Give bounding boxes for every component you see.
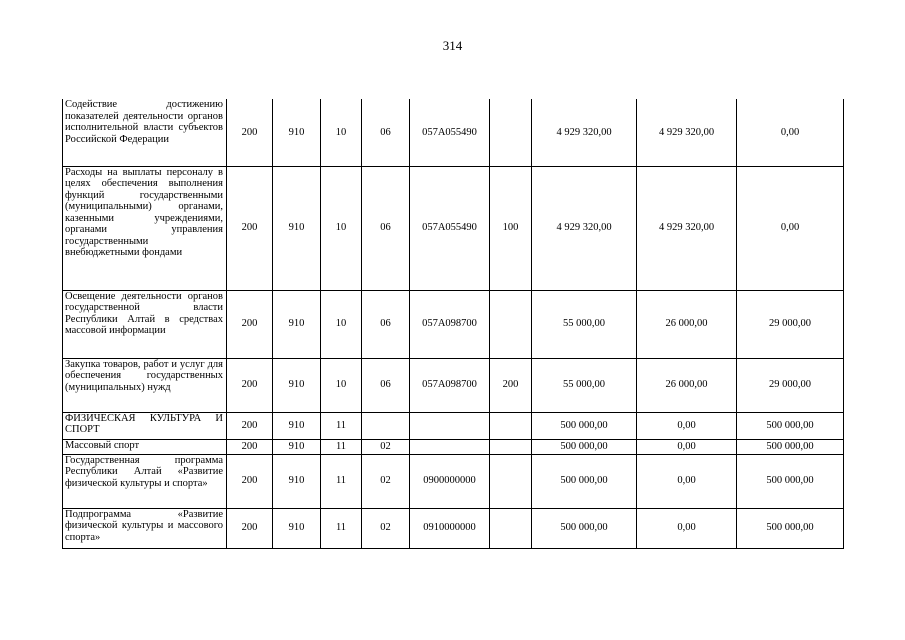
cell-sum-1: 4 929 320,00 [532, 166, 637, 290]
row-name: Массовый спорт [63, 439, 227, 454]
cell-sum-1: 500 000,00 [532, 412, 637, 439]
cell-ved: 200 [227, 358, 273, 412]
cell-pr: 02 [362, 439, 410, 454]
cell-rz: 11 [321, 454, 362, 508]
cell-csr: 057A098700 [410, 290, 490, 358]
cell-ved: 200 [227, 99, 273, 166]
cell-rz: 11 [321, 439, 362, 454]
row-name: Расходы на выплаты персоналу в целях обеспечения выполнения функций государственными (муниципальными) органами, казенными учреждениями, органами управления государственными внебюджетными фондами [63, 166, 227, 290]
cell-sum-2: 26 000,00 [637, 358, 737, 412]
table-row [63, 508, 844, 548]
row-name: Закупка товаров, работ и услуг для обеспечения государственных (муниципальных) нужд [63, 358, 227, 412]
cell-csr: 057A055490 [410, 99, 490, 166]
cell-pr: 06 [362, 166, 410, 290]
cell-rz: 10 [321, 99, 362, 166]
cell-sum-3: 0,00 [737, 166, 844, 290]
table-row [63, 412, 844, 439]
cell-pr: 06 [362, 358, 410, 412]
cell-ved: 200 [227, 454, 273, 508]
table-row [63, 439, 844, 454]
cell-grbs: 910 [273, 508, 321, 548]
cell-grbs: 910 [273, 358, 321, 412]
cell-csr [410, 439, 490, 454]
cell-sum-1: 55 000,00 [532, 290, 637, 358]
table-row [63, 454, 844, 508]
cell-pr: 02 [362, 454, 410, 508]
row-name: Освещение деятельности органов государственной власти Республики Алтай в средствах массовой информации [63, 290, 227, 358]
budget-table [62, 99, 844, 549]
row-name: Подпрограмма «Развитие физической культуры и массового спорта» [63, 508, 227, 548]
row-name: Государственная программа Республики Алтай «Развитие физической культуры и спорта» [63, 454, 227, 508]
cell-vr: 200 [490, 358, 532, 412]
table-row [63, 166, 844, 290]
cell-sum-3: 500 000,00 [737, 454, 844, 508]
cell-grbs: 910 [273, 290, 321, 358]
cell-grbs: 910 [273, 166, 321, 290]
cell-pr: 02 [362, 508, 410, 548]
cell-rz: 11 [321, 508, 362, 548]
cell-pr: 06 [362, 290, 410, 358]
cell-csr: 0910000000 [410, 508, 490, 548]
cell-vr: 100 [490, 166, 532, 290]
cell-sum-1: 500 000,00 [532, 439, 637, 454]
cell-grbs: 910 [273, 439, 321, 454]
cell-ved: 200 [227, 290, 273, 358]
cell-vr [490, 99, 532, 166]
cell-vr [490, 454, 532, 508]
cell-csr: 057A098700 [410, 358, 490, 412]
table-row [63, 99, 844, 166]
cell-sum-3: 500 000,00 [737, 439, 844, 454]
cell-sum-1: 4 929 320,00 [532, 99, 637, 166]
cell-pr [362, 412, 410, 439]
cell-sum-1: 500 000,00 [532, 454, 637, 508]
row-name: Содействие достижению показателей деятельности органов исполнительной власти субъектов Российской Федерации [63, 99, 227, 166]
cell-sum-3: 500 000,00 [737, 508, 844, 548]
cell-grbs: 910 [273, 99, 321, 166]
cell-csr: 0900000000 [410, 454, 490, 508]
cell-rz: 10 [321, 290, 362, 358]
cell-sum-2: 26 000,00 [637, 290, 737, 358]
cell-sum-2: 0,00 [637, 412, 737, 439]
cell-sum-2: 0,00 [637, 454, 737, 508]
cell-vr [490, 412, 532, 439]
cell-csr [410, 412, 490, 439]
cell-sum-2: 0,00 [637, 439, 737, 454]
cell-rz: 11 [321, 412, 362, 439]
cell-vr [490, 439, 532, 454]
cell-sum-3: 500 000,00 [737, 412, 844, 439]
cell-vr [490, 290, 532, 358]
cell-sum-3: 29 000,00 [737, 290, 844, 358]
cell-sum-1: 500 000,00 [532, 508, 637, 548]
row-name: ФИЗИЧЕСКАЯ КУЛЬТУРА И СПОРТ [63, 412, 227, 439]
cell-sum-3: 29 000,00 [737, 358, 844, 412]
cell-sum-2: 4 929 320,00 [637, 99, 737, 166]
cell-ved: 200 [227, 412, 273, 439]
cell-rz: 10 [321, 358, 362, 412]
cell-ved: 200 [227, 508, 273, 548]
cell-pr: 06 [362, 99, 410, 166]
cell-sum-3: 0,00 [737, 99, 844, 166]
cell-sum-2: 0,00 [637, 508, 737, 548]
cell-grbs: 910 [273, 412, 321, 439]
cell-sum-1: 55 000,00 [532, 358, 637, 412]
cell-sum-2: 4 929 320,00 [637, 166, 737, 290]
table-row [63, 358, 844, 412]
table-row [63, 290, 844, 358]
cell-ved: 200 [227, 166, 273, 290]
page-number: 314 [442, 38, 463, 53]
cell-ved: 200 [227, 439, 273, 454]
cell-csr: 057A055490 [410, 166, 490, 290]
cell-grbs: 910 [273, 454, 321, 508]
cell-rz: 10 [321, 166, 362, 290]
cell-vr [490, 508, 532, 548]
